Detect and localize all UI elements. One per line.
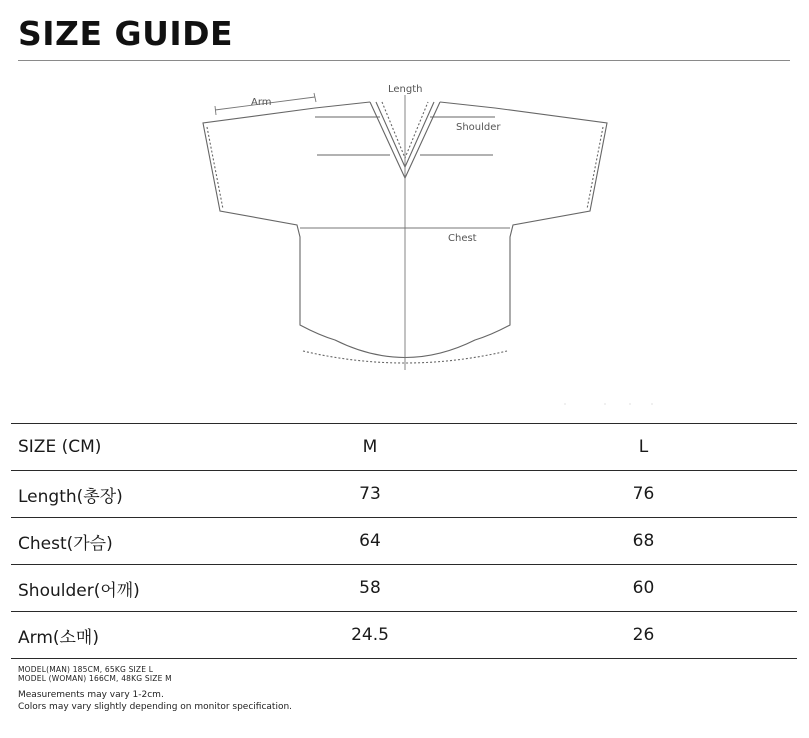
header-l: L [490, 424, 797, 471]
color-note: Colors may vary slightly depending on monitor specification. [18, 702, 293, 712]
cell-l: 76 [490, 471, 797, 518]
faint-dots [560, 402, 660, 406]
cell-m: 24.5 [250, 612, 490, 659]
row-label: Arm(소매) [11, 612, 250, 659]
arm-label: Arm [251, 97, 272, 108]
footnotes [18, 666, 292, 713]
size-table [11, 423, 797, 659]
table-row [11, 565, 797, 612]
cell-l: 68 [490, 518, 797, 565]
model-woman-note: MODEL (WOMAN) 166CM, 48KG SIZE M [18, 673, 172, 683]
row-label: Shoulder(어깨) [11, 565, 250, 612]
cell-l: 26 [490, 612, 797, 659]
cell-m: 73 [250, 471, 490, 518]
shirt-measurement-diagram [195, 75, 615, 380]
table-header-row [11, 424, 797, 471]
title-divider [18, 60, 790, 61]
length-label: Length [388, 84, 423, 95]
cell-m: 58 [250, 565, 490, 612]
row-label: Chest(가슴) [11, 518, 250, 565]
model-man-note: MODEL(MAN) 185CM, 65KG SIZE L [18, 665, 154, 674]
table-row [11, 612, 797, 659]
table-row [11, 518, 797, 565]
header-size: SIZE (CM) [11, 424, 250, 471]
header-m: M [250, 424, 490, 471]
table-row [11, 471, 797, 518]
cell-m: 64 [250, 518, 490, 565]
chest-label: Chest [448, 233, 477, 244]
measurement-note: Measurements may vary 1-2cm. [18, 690, 164, 700]
page-title: SIZE GUIDE [18, 14, 234, 53]
cell-l: 60 [490, 565, 797, 612]
row-label: Length(총장) [11, 471, 250, 518]
shirt-illustration [195, 75, 615, 380]
shoulder-label: Shoulder [456, 122, 501, 133]
